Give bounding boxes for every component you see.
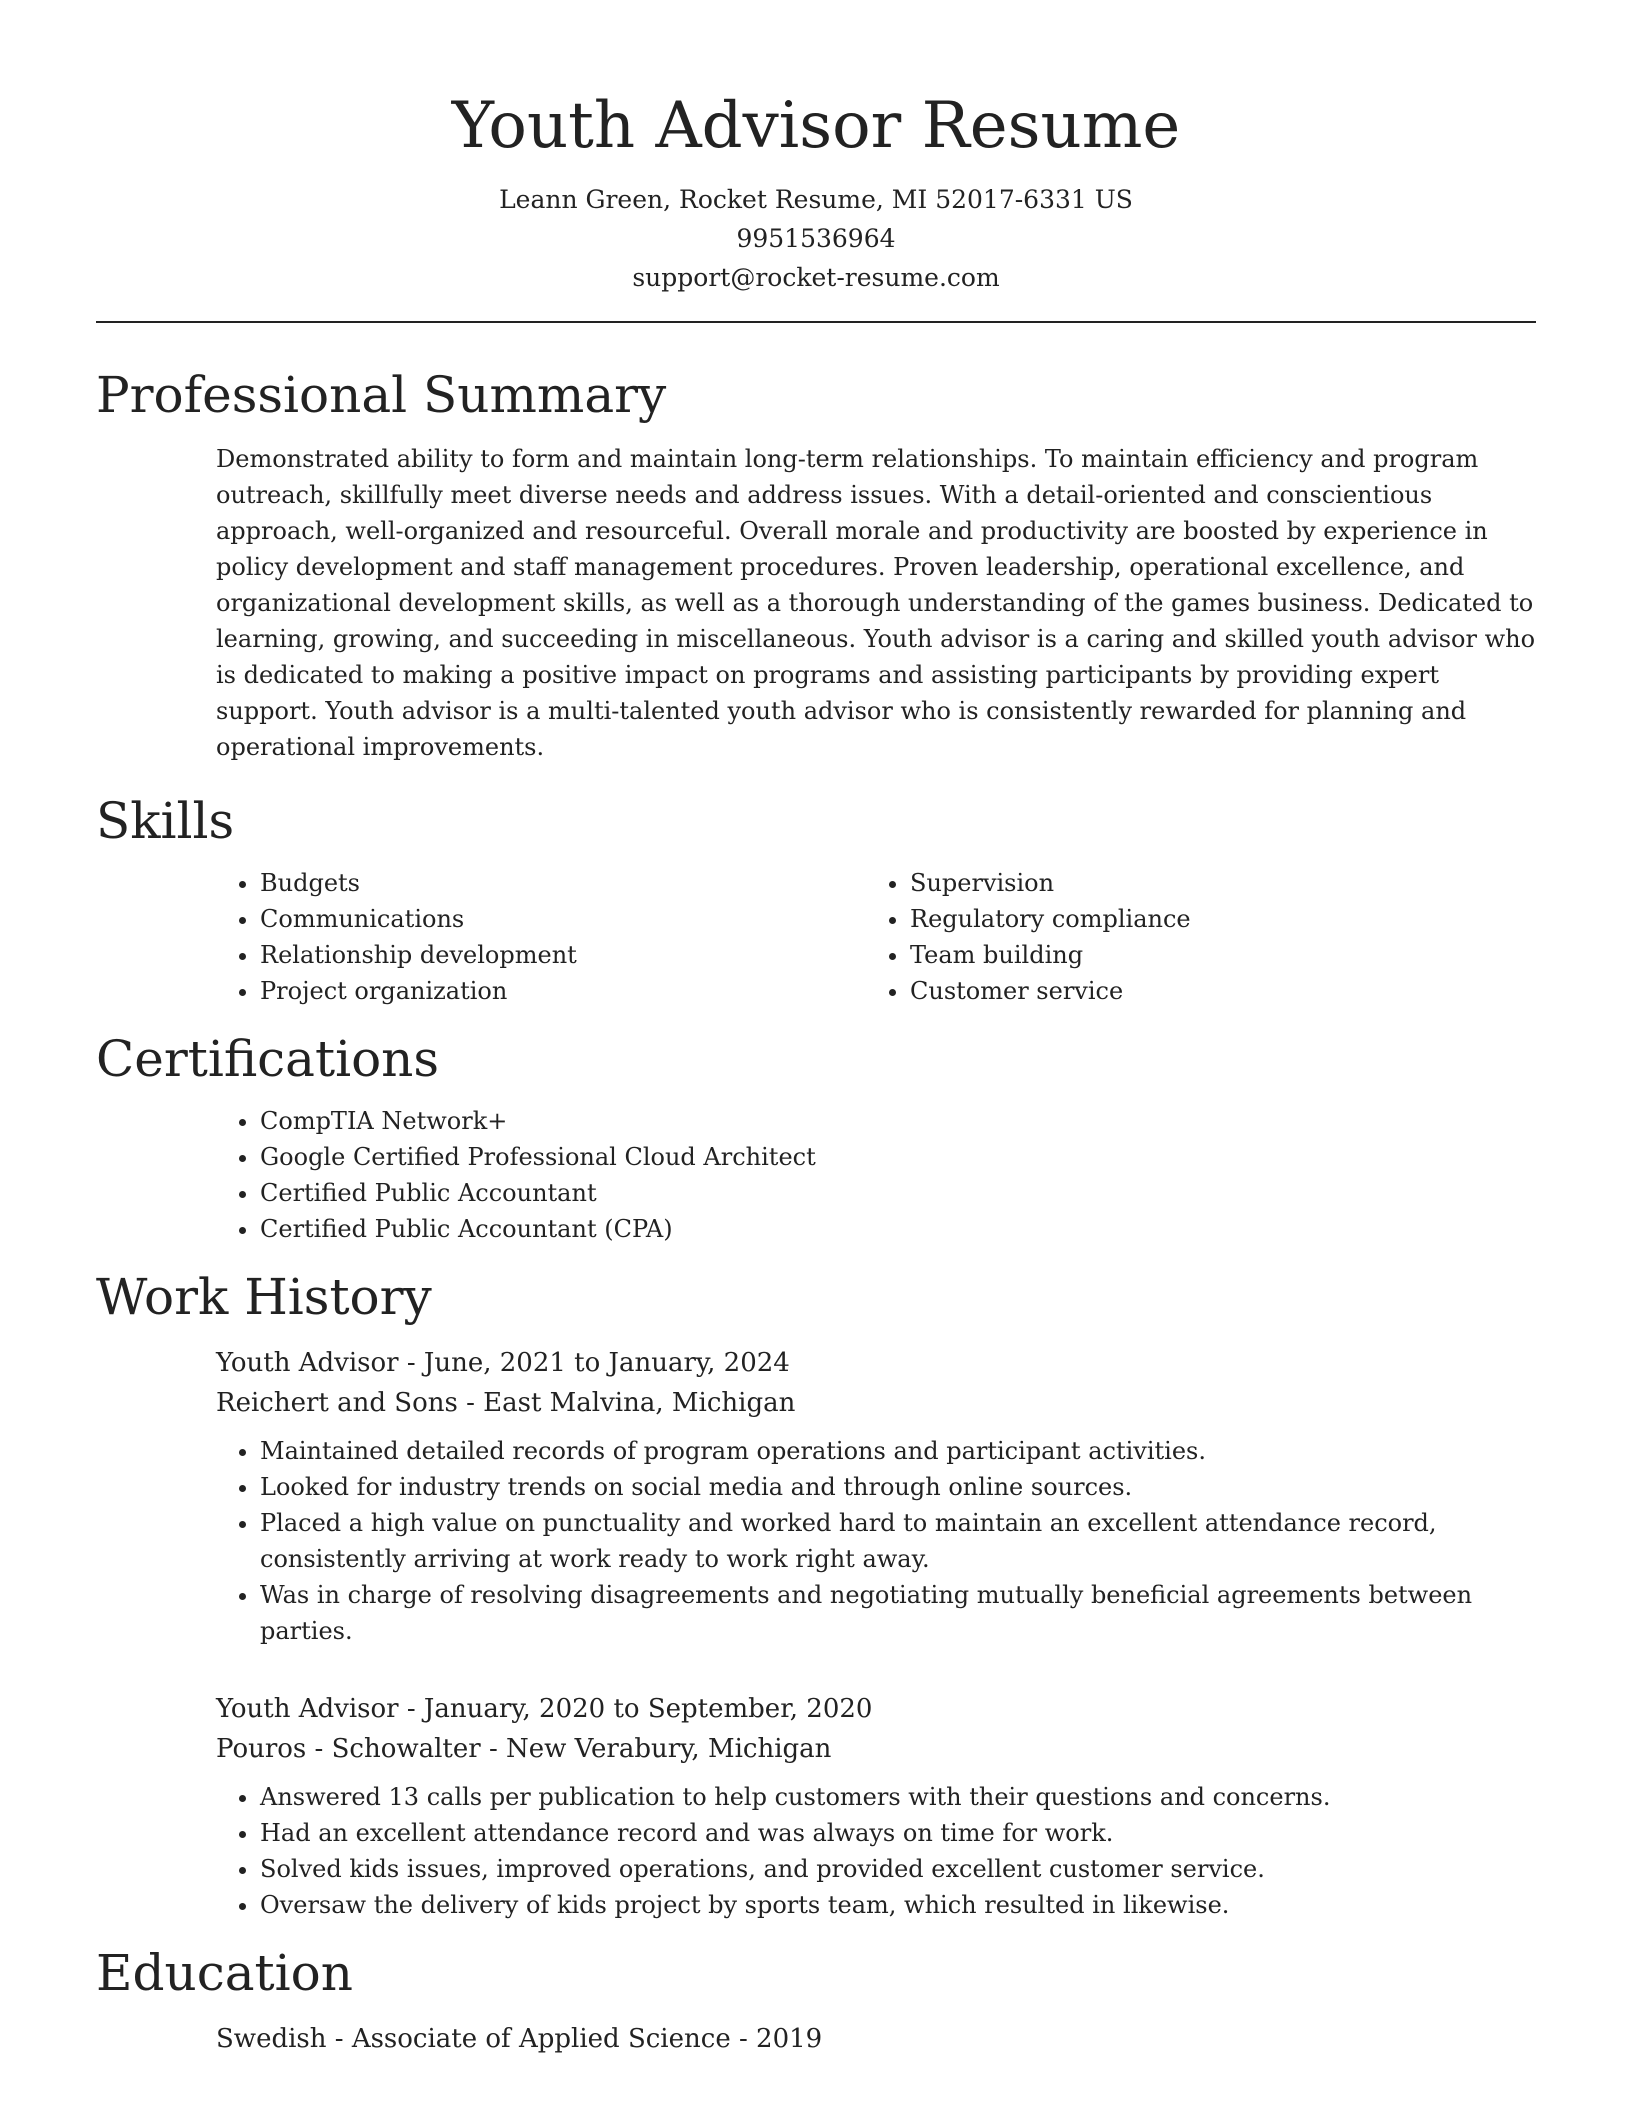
certification-item: • CompTIA Network+ <box>260 1103 1536 1139</box>
skills-column-right <box>866 865 1516 1009</box>
job-bullet: • Was in charge of resolving disagreements and negotiating mutually beneficial agreements between parties. <box>260 1577 1540 1649</box>
contact-phone: 9951536964 <box>736 224 896 253</box>
certification-item: • Certified Public Accountant <box>260 1175 1536 1211</box>
contact-block <box>96 180 1536 297</box>
summary-heading: Professional Summary <box>96 366 667 424</box>
job-dates: - June, 2021 to January, 2024 <box>398 1348 790 1378</box>
job-company: Pouros - Schowalter <box>216 1734 481 1764</box>
certification-item: • Certified Public Accountant (CPA) <box>260 1211 1536 1247</box>
skill-item: • Relationship development <box>260 937 866 973</box>
work-history-heading: Work History <box>96 1268 432 1326</box>
job-title: Youth Advisor <box>216 1348 399 1378</box>
contact-address: Leann Green, Rocket Resume, MI 52017-6331 US <box>499 185 1133 214</box>
certifications-section <box>96 1027 1536 1247</box>
education-entry <box>216 2019 1536 2059</box>
resume-page <box>96 0 1536 2059</box>
job-company-line <box>216 1729 1536 1769</box>
skills-heading: Skills <box>96 792 235 850</box>
skill-item: • Team building <box>910 937 1516 973</box>
summary-text: Demonstrated ability to form and maintain long-term relationships. To maintain efficiency and program outreach, skillfully meet diverse needs and address issues. With a detail-oriented and conscientious approach, well-organized and resourceful. Overall morale and productivity are boosted by experience in policy development and staff management procedures. Proven leadership, operational excellence, and organizational development skills, as well as a thorough understanding of the games business. Dedicated to learning, growing, and succeeding in miscellaneous. Youth advisor is a caring and skilled youth advisor who is dedicated to making a positive impact on programs and assisting participants by providing expert support. Youth advisor is a multi-talented youth advisor who is consistently rewarded for planning and operational improvements. <box>216 445 1536 761</box>
skill-item: • Communications <box>260 901 866 937</box>
job-title-line <box>216 1343 1536 1383</box>
header-divider <box>96 321 1536 323</box>
certifications-heading: Certifications <box>96 1030 440 1088</box>
job-dates: - January, 2020 to September, 2020 <box>398 1694 873 1724</box>
job-entry <box>216 1343 1536 1649</box>
job-bullet: • Had an excellent attendance record and was always on time for work. <box>260 1815 1540 1851</box>
education-degree: - Associate of Applied Science - 2019 <box>326 2024 823 2054</box>
resume-header <box>96 0 1536 297</box>
skill-item: • Budgets <box>260 865 866 901</box>
job-company-line <box>216 1383 1536 1423</box>
job-location: - East Malvina, Michigan <box>457 1388 796 1418</box>
skill-item: • Supervision <box>910 865 1516 901</box>
education-section <box>96 1941 1536 2059</box>
job-location: - New Verabury, Michigan <box>480 1734 832 1764</box>
job-bullet: • Looked for industry trends on social media and through online sources. <box>260 1469 1540 1505</box>
job-bullet: • Solved kids issues, improved operations, and provided excellent customer service. <box>260 1851 1540 1887</box>
skills-grid <box>216 865 1536 1009</box>
resume-title: Youth Advisor Resume <box>451 89 1181 163</box>
work-history-section <box>96 1265 1536 1923</box>
job-bullets <box>216 1433 1540 1649</box>
certifications-list <box>216 1103 1536 1247</box>
education-school: Swedish <box>216 2024 327 2054</box>
job-title-line <box>216 1689 1536 1729</box>
job-bullet: • Answered 13 calls per publication to help customers with their questions and concerns. <box>260 1779 1540 1815</box>
job-bullet: • Placed a high value on punctuality and worked hard to maintain an excellent attendance record, consistently arriving at work ready to work right away. <box>260 1505 1540 1577</box>
skill-item: • Customer service <box>910 973 1516 1009</box>
skills-section <box>96 789 1536 1009</box>
education-heading: Education <box>96 1944 353 2002</box>
summary-section <box>96 363 1536 765</box>
skills-column-left <box>216 865 866 1009</box>
skill-item: • Regulatory compliance <box>910 901 1516 937</box>
job-company: Reichert and Sons <box>216 1388 458 1418</box>
certification-item: • Google Certified Professional Cloud Architect <box>260 1139 1536 1175</box>
job-title: Youth Advisor <box>216 1694 399 1724</box>
job-bullet: • Oversaw the delivery of kids project by sports team, which resulted in likewise. <box>260 1887 1540 1923</box>
job-entry <box>216 1689 1536 1923</box>
job-bullet: • Maintained detailed records of program operations and participant activities. <box>260 1433 1540 1469</box>
contact-email: support@rocket-resume.com <box>632 263 1000 292</box>
job-bullets <box>216 1779 1540 1923</box>
skill-item: • Project organization <box>260 973 866 1009</box>
